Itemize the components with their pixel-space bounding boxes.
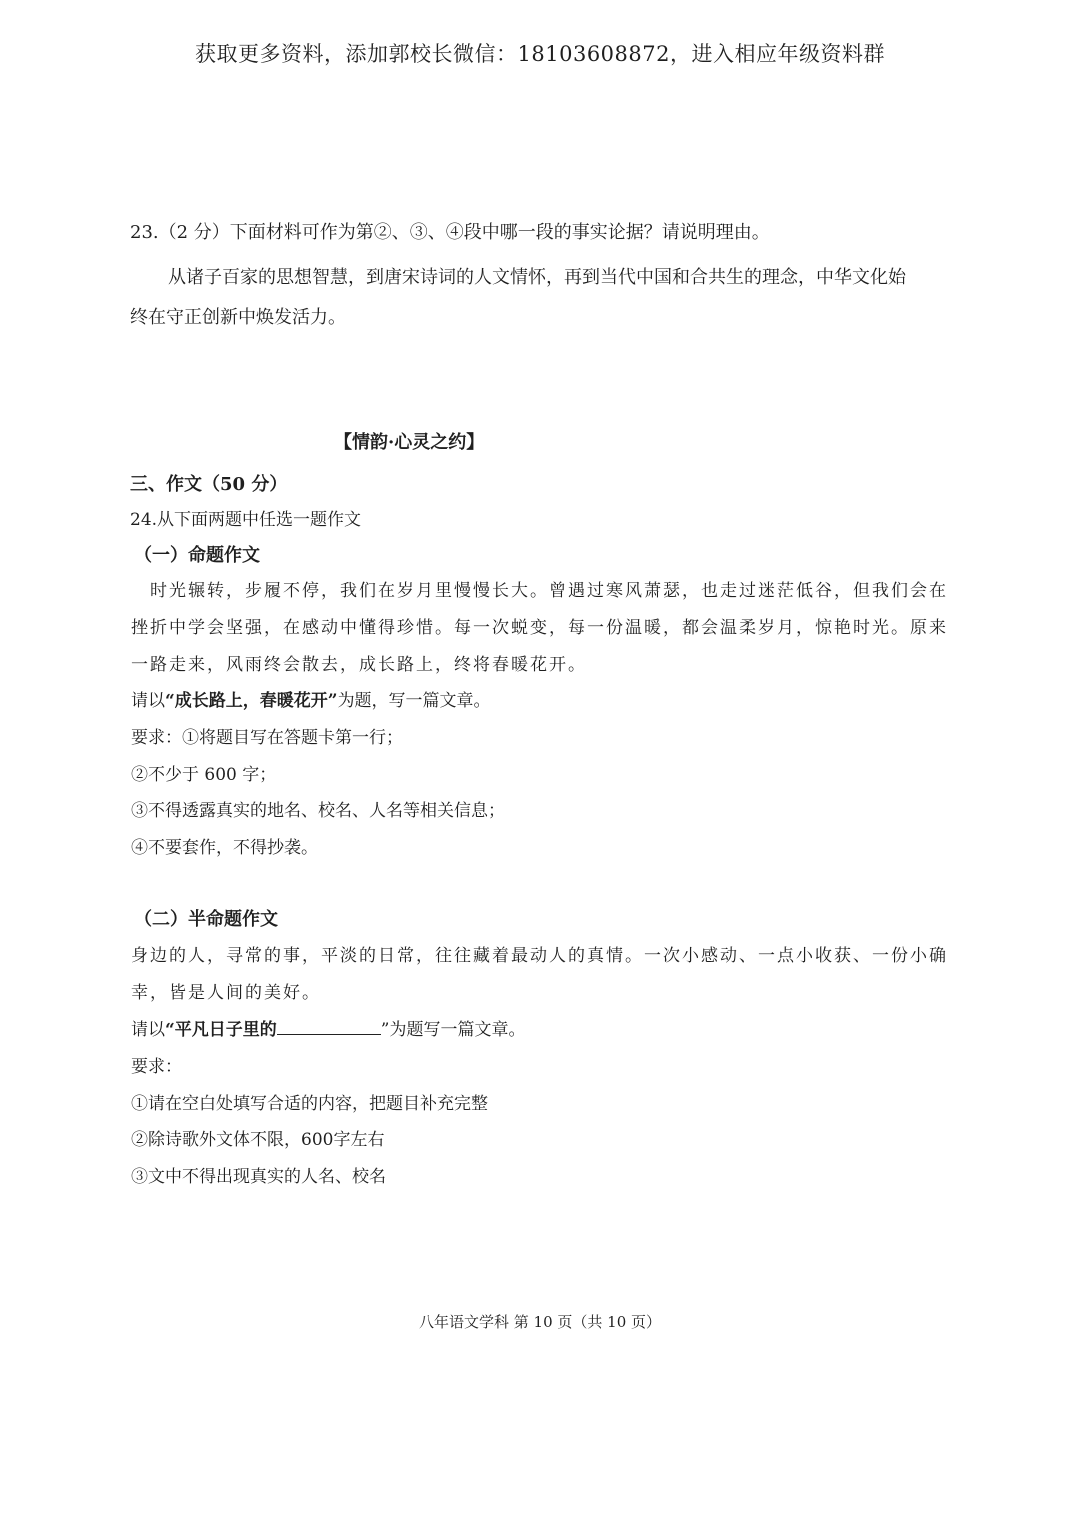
part-1-prompt-line-3: 一路走来，风雨终会散去，成长路上，终将春暖花开。 [131, 655, 587, 675]
part-2-requirement-3: ③文中不得出现真实的人名、校名 [131, 1167, 386, 1187]
essay-title-start: “平凡日子里的 [165, 1020, 277, 1040]
title-blank [277, 1020, 381, 1035]
part-2-requirement-1: ①请在空白处填写合适的内容，把题目补充完整 [131, 1094, 488, 1114]
instruction-prefix: 请以 [131, 1020, 165, 1040]
section-banner: 【情韵·心灵之约】 [334, 432, 485, 453]
q23-material-line-1: 从诸子百家的思想智慧，到唐宋诗词的人文情怀，再到当代中国和合共生的理念，中华文化始 [168, 267, 906, 288]
page-footer: 八年语文学科 第 10 页（共 10 页） [418, 1313, 661, 1331]
part-2-requirement-2: ②除诗歌外文体不限，600字左右 [131, 1130, 385, 1150]
essay-title: “成长路上，春暖花开” [165, 691, 338, 711]
part-1-requirement-2: ②不少于 600 字； [131, 765, 277, 785]
q23-material-line-2: 终在守正创新中焕发活力。 [130, 307, 346, 328]
instruction-suffix: ”为题写一篇文章。 [380, 1020, 526, 1040]
page-header: 获取更多资料，添加郭校长微信：18103608872，进入相应年级资料群 [195, 42, 885, 66]
part-1-prompt-line-1: 时光辗转，步履不停，我们在岁月里慢慢长大。曾遇过寒风萧瑟，也走过迷茫低谷，但我们会在 [150, 581, 948, 601]
part-1-requirement-1: 要求：①将题目写在答题卡第一行； [131, 728, 403, 748]
part-2-title: （二）半命题作文 [134, 909, 278, 930]
part-1-requirement-3: ③不得透露真实的地名、校名、人名等相关信息； [131, 801, 505, 821]
question-23: 23.（2 分）下面材料可作为第②、③、④段中哪一段的事实论据？请说明理由。 [130, 222, 770, 243]
part-2-requirement-label: 要求： [131, 1057, 182, 1077]
part-1-title: （一）命题作文 [134, 545, 260, 566]
section-heading: 三、作文（50 分） [130, 474, 288, 495]
part-2-prompt-line-2: 幸，皆是人间的美好。 [131, 983, 321, 1003]
part-1-requirement-4: ④不要套作，不得抄袭。 [131, 838, 318, 858]
question-24: 24.从下面两题中任选一题作文 [130, 510, 362, 530]
instruction-prefix: 请以 [131, 691, 165, 711]
part-2-instruction [131, 1015, 525, 1040]
instruction-suffix: 为题，写一篇文章。 [337, 691, 491, 711]
part-2-prompt-line-1: 身边的人，寻常的事，平淡的日常，往往藏着最动人的真情。一次小感动、一点小收获、一份小确 [131, 946, 948, 966]
part-1-prompt-line-2: 挫折中学会坚强，在感动中懂得珍惜。每一次蜕变，每一份温暖，都会温柔岁月，惊艳时光。原来 [131, 618, 948, 638]
part-1-instruction [131, 686, 491, 711]
